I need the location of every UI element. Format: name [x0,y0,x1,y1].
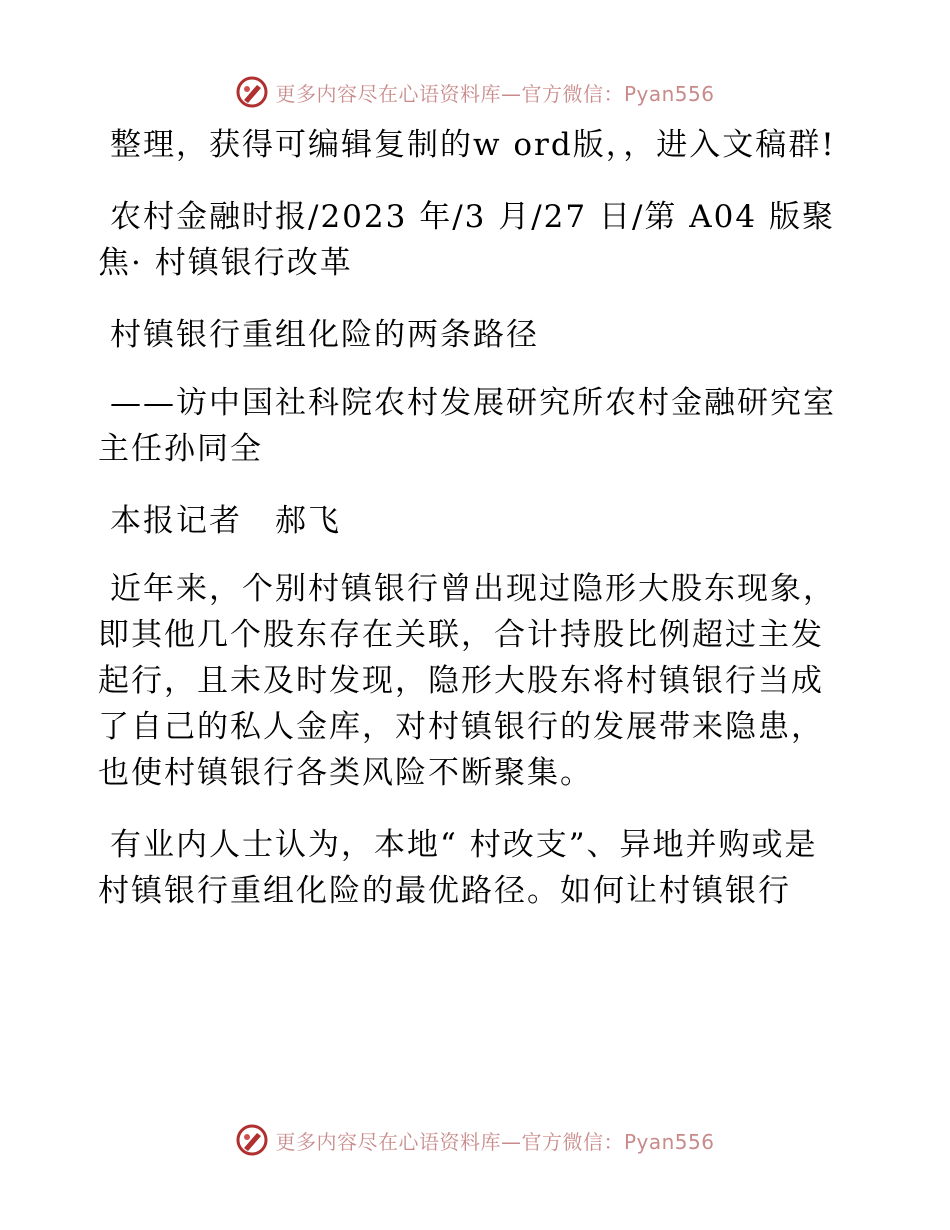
paragraph-2: 有业内人士认为，本地“ 村改支”、异地并购或是村镇银行重组化险的最优路径。如何让村镇银行 [98,827,818,909]
pen-seal-logo-icon [235,75,269,109]
footer-banner-text: 更多内容尽在心语资料库—官方微信：Pyan556 [275,1129,715,1154]
article-subtitle: ——访中国社科院农村发展研究所农村金融研究室主任孙同全 [98,385,836,467]
document-body [98,122,850,940]
header-banner-text: 更多内容尽在心语资料库—官方微信：Pyan556 [275,81,715,106]
header-banner [0,70,950,114]
byline: 本报记者 郝飞 [110,503,341,539]
paragraph-1: 近年来，个别村镇银行曾出现过隐形大股东现象，即其他几个股东存在关联，合计持股比例超过主发起行，且未及时发现，隐形大股东将村镇银行当成了自己的私人金库，对村镇银行的发展带来隐患，也使村镇银行各类风险不断聚集。 [98,571,836,791]
pen-seal-logo-icon [235,1123,269,1157]
article-title: 村镇银行重组化险的两条路径 [110,317,539,353]
intro-line: 整理，获得可编辑复制的w ord版，，进入文稿群! [110,127,836,163]
source-line: 农村金融时报/2023 年/3 月/27 日/第 A04 版聚焦· 村镇银行改革 [98,199,835,281]
footer-banner [0,1118,950,1162]
